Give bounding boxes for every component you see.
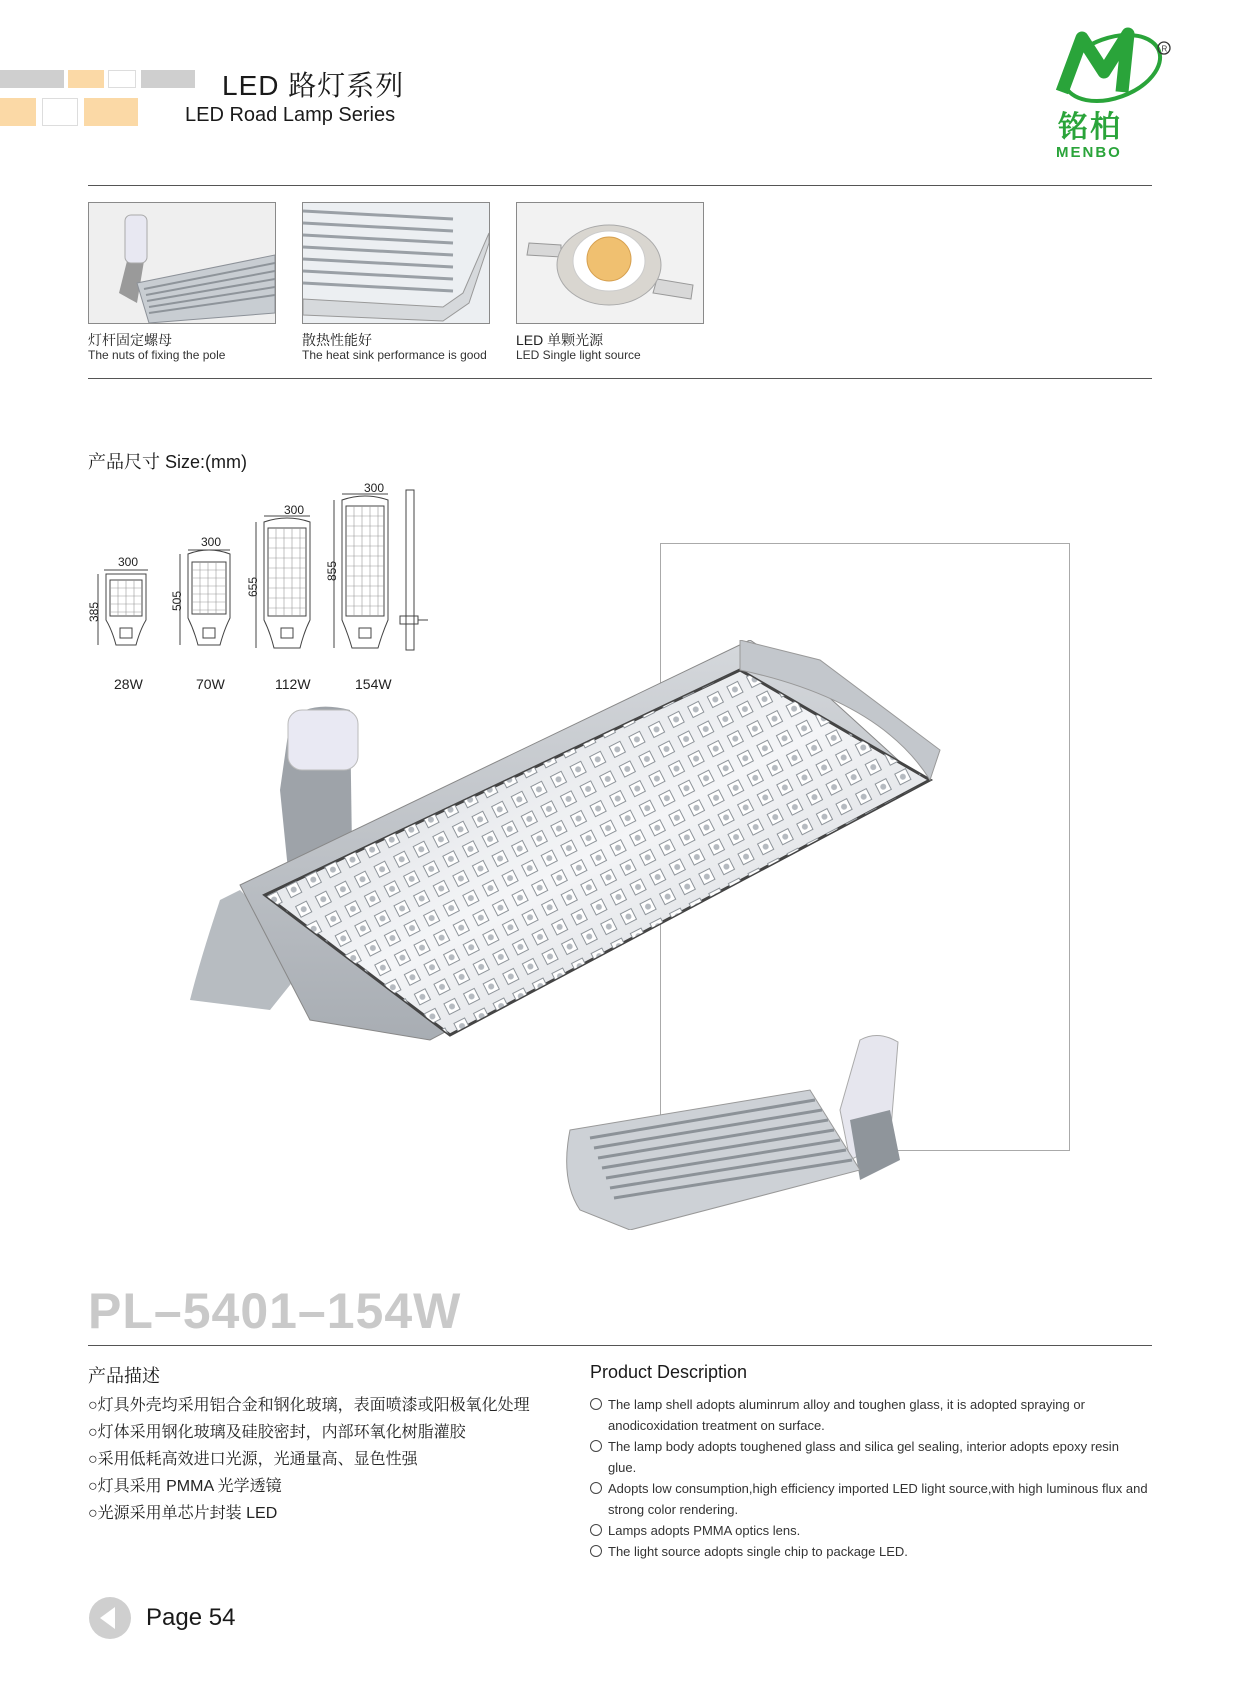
page-number: Page 54 (146, 1604, 236, 1631)
header-rule (88, 185, 1152, 186)
circle-bullet-icon: ○ (88, 1424, 98, 1441)
circle-bullet-icon (590, 1545, 602, 1557)
circle-bullet-icon: ○ (88, 1478, 98, 1495)
list-item: Adopts low consumption,high efficiency imported LED light source,with high luminous flux and strong color rendering. (590, 1478, 1150, 1520)
size-width-70w: 300 (201, 535, 222, 549)
description-list-cn (88, 1392, 530, 1527)
svg-text:R: R (1161, 44, 1168, 54)
header-title-cn: LED 路灯系列 (222, 70, 405, 101)
list-item: ○光源采用单芯片封装 LED (88, 1505, 278, 1522)
list-item: The lamp body adopts toughened glass and silica gel sealing, interior adopts epoxy resin glue. (590, 1436, 1150, 1478)
product-model: PL–5401–154W (88, 1283, 462, 1339)
description-title-en: Product Description (590, 1362, 748, 1382)
size-height-112w: 655 (246, 576, 261, 598)
previous-page-icon[interactable] (88, 1596, 132, 1640)
logo-text-cn: 铭柏 (1058, 111, 1122, 144)
list-item: ○采用低耗高效进口光源，光通量高、显色性强 (88, 1451, 418, 1468)
circle-bullet-icon (590, 1524, 602, 1536)
circle-bullet-icon (590, 1398, 602, 1410)
circle-bullet-icon (590, 1440, 602, 1452)
list-item: ○灯具外壳均采用铝合金和钢化玻璃，表面喷漆或阳极氧化处理 (88, 1397, 530, 1414)
feature-image-pole-nut (88, 202, 276, 324)
circle-bullet-icon (590, 1482, 602, 1494)
size-width-112w: 300 (284, 503, 305, 517)
size-title: 产品尺寸 Size:(mm) (88, 452, 247, 472)
feature-label-cn-1: 灯杆固定螺母 (88, 332, 172, 348)
feature-label-cn-3: LED 单颗光源 (516, 332, 604, 348)
feature-label-cn-2: 散热性能好 (302, 332, 372, 348)
model-rule (88, 1345, 1152, 1346)
circle-bullet-icon: ○ (88, 1397, 98, 1414)
feature-label-en-2: The heat sink performance is good (302, 348, 487, 362)
description-title-cn: 产品描述 (88, 1366, 160, 1386)
watt-label-112w: 112W (275, 676, 311, 692)
watt-label-28w: 28W (114, 676, 143, 692)
description-list-en (590, 1394, 1150, 1562)
feature-label-en-1: The nuts of fixing the pole (88, 348, 226, 362)
list-item: ○灯具采用 PMMA 光学透镜 (88, 1478, 282, 1495)
list-item: The light source adopts single chip to package LED. (590, 1541, 1150, 1562)
list-item: The lamp shell adopts aluminrum alloy and toughen glass, it is adopted spraying or anodicoxidation treatment on surface. (590, 1394, 1150, 1436)
watt-label-154w: 154W (355, 676, 392, 692)
product-image-secondary (560, 1030, 920, 1230)
brand-logo (1052, 24, 1172, 174)
size-width-28w: 300 (118, 555, 139, 569)
watt-label-70w: 70W (196, 676, 225, 692)
feature-image-led-chip (516, 202, 704, 324)
circle-bullet-icon: ○ (88, 1505, 98, 1522)
size-height-70w: 505 (170, 590, 185, 612)
logo-m-icon (1052, 24, 1172, 104)
size-width-154w: 300 (364, 481, 385, 495)
header-title-en: LED Road Lamp Series (185, 104, 396, 126)
feature-image-heat-sink (302, 202, 490, 324)
circle-bullet-icon: ○ (88, 1451, 98, 1468)
size-height-154w: 855 (325, 560, 340, 582)
list-item: Lamps adopts PMMA optics lens. (590, 1520, 1150, 1541)
logo-text-en: MENBO (1056, 144, 1122, 161)
feature-label-en-3: LED Single light source (516, 348, 641, 362)
size-height-28w: 385 (87, 601, 102, 623)
feature-rule (88, 378, 1152, 379)
list-item: ○灯体采用钢化玻璃及硅胶密封，内部环氧化树脂灌胶 (88, 1424, 466, 1441)
